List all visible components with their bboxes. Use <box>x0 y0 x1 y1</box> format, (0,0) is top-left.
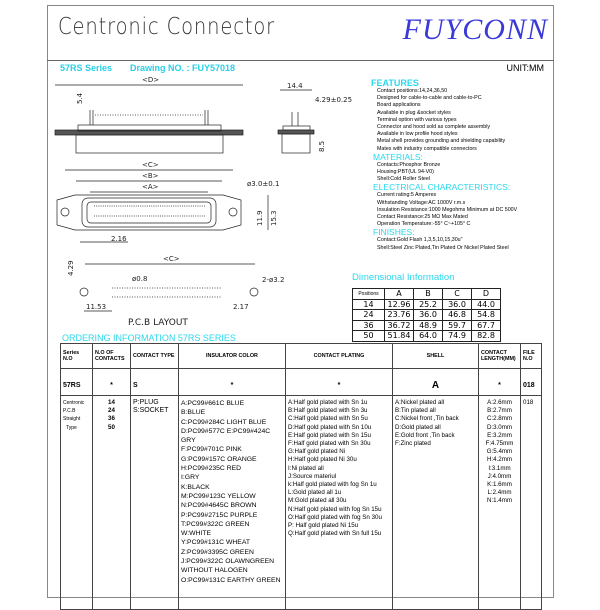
cell: 48.9 <box>414 320 443 331</box>
option-item: F:Half gold plated with Sn 30u <box>288 440 371 448</box>
length-list <box>479 396 521 610</box>
header-plating: CONTACT PLATING <box>286 344 393 369</box>
option-item: I:3.1mm <box>488 464 511 472</box>
cell: 51.84 <box>385 331 414 342</box>
code-plating: * <box>286 369 393 396</box>
code-contacts: * <box>93 369 131 396</box>
dim-4-29-tol: 4.29±0.25 <box>315 96 353 104</box>
dim-a: <A> <box>142 183 159 191</box>
option-item: B:BLUE <box>181 409 206 417</box>
feature-item: Contact positions:14,24,36,50 <box>377 88 448 94</box>
table-row <box>353 299 501 310</box>
mount-hole-left <box>61 208 69 216</box>
option-item: D:Half gold plated with Sn 10u <box>288 423 372 431</box>
cell: 25.2 <box>414 299 443 310</box>
series-label: 57RS Series <box>60 63 113 73</box>
ordering-table <box>60 343 542 610</box>
option-item: J:4.0mm <box>487 472 512 480</box>
header-cell: A <box>385 289 414 300</box>
cell: 46.8 <box>443 310 472 321</box>
dim-11-53: 11.53 <box>86 303 107 311</box>
dim-14-4: 14.4 <box>287 82 303 90</box>
cell: 14 <box>353 299 385 310</box>
option-item: M:Gold plated all 30u <box>288 497 347 505</box>
code-shell: A <box>393 369 479 396</box>
contact-type-list <box>131 396 179 610</box>
option-item: G:5.4mm <box>486 448 513 456</box>
option-item: Q:Half gold plated with Sn full 15u <box>288 530 382 538</box>
header-shell: SHELL <box>393 344 479 369</box>
table-header-row <box>61 344 542 369</box>
dim-11-9: 11.9 <box>256 210 264 226</box>
code-length: * <box>479 369 521 396</box>
cell: 36.0 <box>443 299 472 310</box>
option-item: E:Gold front ,Tin back <box>395 431 455 439</box>
option-item: D:Gold plated all <box>395 423 441 431</box>
drawing-number: Drawing NO. : FUY57018 <box>130 63 236 73</box>
plating-list <box>286 396 393 610</box>
text: Type <box>66 424 77 431</box>
option-item: A:PC99#661C BLUE <box>181 400 245 407</box>
header-insulator: INSULATOR COLOR <box>179 344 286 369</box>
dim-15-3: 15.3 <box>270 210 278 226</box>
cell: 67.7 <box>472 320 501 331</box>
dim-5-4: 5.4 <box>76 92 84 104</box>
cell: 36 <box>353 320 385 331</box>
option-item: L:Gold plated all 1u <box>288 489 342 497</box>
feature-item: Mates with industry compatible connectors <box>377 145 477 152</box>
option-item: O:PC99#131C EARTHY GREEN <box>181 576 281 584</box>
header-cell: C <box>443 289 472 300</box>
feature-item: Connector and hood sold as complete assembly <box>377 124 491 131</box>
option-item: D:PC99#577C E:PC99#424C GRY <box>181 427 271 445</box>
electrical-item: Operation Temperature:-55° C~+105° C <box>377 221 471 228</box>
option-item: L:2.4mm <box>487 489 512 497</box>
dim-d: <D> <box>142 76 160 84</box>
option-item: B:2.7mm <box>487 407 512 415</box>
option-item: T:PC99#322C GREEN <box>181 520 250 528</box>
text: 14 <box>108 399 115 406</box>
table-row <box>353 320 501 331</box>
ordering-title: ORDERING INFORMATION 57RS SERIES <box>62 333 236 343</box>
electrical-item: Contact Resistance:25 MΩ Max Mated <box>377 214 468 221</box>
cell: 54.8 <box>472 310 501 321</box>
pcb-hole-left <box>80 288 88 296</box>
materials-title: MATERIALS: <box>373 151 423 162</box>
feature-item: Board applications <box>377 102 421 109</box>
header-file: FILE N.O <box>521 344 542 369</box>
header-series: Series N.O <box>61 344 93 369</box>
dim-pin-hole: ø0.8 <box>132 275 148 283</box>
feature-item: Available in low profile hood styles <box>377 131 458 138</box>
cell: 44.0 <box>472 299 501 310</box>
option-item: D:3.0mm <box>486 423 513 431</box>
option-item: K:1.6mm <box>487 481 512 489</box>
shell-outline <box>57 195 241 230</box>
text: P:PLUG <box>133 399 159 406</box>
table-row <box>353 331 501 342</box>
cell: 36.0 <box>414 310 443 321</box>
option-item: H:PC99#235C RED <box>181 465 242 473</box>
file-number: 018 <box>521 396 542 610</box>
electrical-item: Withstanding Voltage:AC 1000V r.m.s <box>377 199 466 206</box>
header-contact-type: CONTACT TYPE <box>131 344 179 369</box>
dim-2-16: 2.16 <box>111 235 127 243</box>
pcb-hole-right <box>250 288 258 296</box>
cell: 82.8 <box>472 331 501 342</box>
option-item: M:PC99#123C YELLOW <box>181 492 256 500</box>
option-item: C:2.8mm <box>486 415 513 423</box>
top-body <box>76 135 223 153</box>
option-item: G:Half gold plated Ni <box>288 448 346 456</box>
text: Centronic <box>63 400 85 406</box>
option-item: B:Tin plated all <box>395 407 436 415</box>
pcb-layout-label: P.C.B LAYOUT <box>128 318 188 328</box>
header-length: CONTACT LENGTH(MM) <box>479 344 521 369</box>
cell: 23.76 <box>385 310 414 321</box>
cell: 12.96 <box>385 299 414 310</box>
unit-label: UNIT:MM <box>506 63 544 73</box>
option-item: J:Source materiul <box>288 472 337 480</box>
code-row <box>61 369 542 396</box>
options-row <box>61 396 542 610</box>
option-item: J:PC99#322C OLAWNGREEN WITHOUT HALOGEN <box>181 558 275 575</box>
dimensional-table <box>352 288 501 342</box>
option-item: C:Nickel front ,Tin back <box>395 415 459 423</box>
option-item: F:4.75mm <box>485 440 514 448</box>
brand-logo: FUYCONN <box>402 13 548 46</box>
features-section <box>370 79 517 252</box>
feature-item: Terminal option with various types <box>377 116 457 123</box>
text: 36 <box>108 415 115 423</box>
option-item: E:Half gold plated with Sn 15u <box>288 431 371 439</box>
text: Straight <box>63 416 81 423</box>
option-item: N:PC99#4645C BROWN <box>181 502 257 510</box>
header-cell: Positions <box>353 289 385 300</box>
dim-mount-hole: 2-ø3.2 <box>262 276 285 284</box>
option-item: k:Half gold plated with fog Sn 1u <box>288 481 377 489</box>
feature-item: Metal shell provides grounding and shielding capability <box>377 138 506 145</box>
electrical-item: Insulation Resistance:1000 Megohms Minimum at DC 500V <box>377 206 518 213</box>
cell: 59.7 <box>443 320 472 331</box>
text: 50 <box>108 423 115 431</box>
option-item: Z:PC99#3395C GREEN <box>181 548 254 556</box>
dim-c: <C> <box>142 161 159 169</box>
cell: 64.0 <box>414 331 443 342</box>
electrical-item: Current rating:5 Amperes <box>377 192 437 199</box>
option-item: P:PC99#2715C PURPLE <box>181 511 258 519</box>
dim-hole: ø3.0±0.1 <box>247 180 280 188</box>
document-title: Centronic Connector <box>58 14 276 40</box>
electrical-title: ELECTRICAL CHARACTERISTICS: <box>373 182 511 193</box>
material-item: Contacts:Phosphor Bronze <box>377 161 441 168</box>
feature-item: Available in plug &socket styles <box>377 109 451 116</box>
option-item: N:1.4mm <box>486 497 513 505</box>
material-item: Housing:PBT(UL 94-V0) <box>377 169 434 176</box>
option-item: K:BLACK <box>181 483 210 491</box>
option-item: A:2.6mm <box>487 399 512 406</box>
finish-item: Contact:Gold Flash 1,3,5,10,15,30u" <box>377 237 463 244</box>
option-item: I:GRY <box>181 474 200 482</box>
material-item: Shell:Cold Roller Steel <box>377 176 430 183</box>
pcb-dim-c: <C> <box>163 255 180 263</box>
table-row <box>353 310 501 321</box>
cell: 36.72 <box>385 320 414 331</box>
option-item: W:WHITE <box>181 530 212 538</box>
cell: 50 <box>353 331 385 342</box>
option-item: N:Half gold plated with fog Sn 15u <box>288 505 382 513</box>
code-type: S <box>131 369 179 396</box>
header-contacts: N.O OF CONTACTS <box>93 344 131 369</box>
text: 24 <box>108 407 115 415</box>
option-item: G:PC99#157C ORANGE <box>181 455 257 463</box>
mount-hole-right <box>229 208 237 216</box>
cell: 74.9 <box>443 331 472 342</box>
dim-2-17: 2.17 <box>233 303 249 311</box>
insulator-list <box>179 396 286 610</box>
finish-item: Shell:Steel Zinc Plated,Tin Plated Or Nickel Plated Steel <box>377 244 509 251</box>
dim-4-29: 4.29 <box>67 260 75 276</box>
option-item: H:4.2mm <box>486 456 513 464</box>
option-item: F:Zinc plated <box>395 440 431 448</box>
features-title: FEATURES <box>371 78 419 88</box>
dim-b: <B> <box>142 172 159 180</box>
option-item: B:Half gold plated with Sn 3u <box>288 407 368 415</box>
feature-item: Designed for cable-to-cable and cable-to-PC <box>377 95 482 102</box>
shell-list <box>393 396 479 610</box>
option-item: C:PC99#284C LIGHT BLUE <box>181 418 267 426</box>
option-item: C:Half gold plated with Sn 5u <box>288 415 368 423</box>
option-item: Y:PC99#131C WHEAT <box>181 539 251 547</box>
series-desc <box>61 396 93 610</box>
code-series: 57RS <box>61 369 93 396</box>
header-cell: D <box>472 289 501 300</box>
dim-8-5: 8.5 <box>318 140 326 152</box>
text: S:SOCKET <box>133 407 169 415</box>
option-item: O:Half gold plated with fog Sn 30u <box>288 513 382 521</box>
option-item: A:Half gold plated with Sn 1u <box>288 399 368 406</box>
option-item: F:PC99#701C PINK <box>181 446 242 454</box>
cell: 24 <box>353 310 385 321</box>
header-cell: B <box>414 289 443 300</box>
option-item: A:Nickel plated all <box>395 399 445 406</box>
finishes-title: FINISHES: <box>373 227 415 238</box>
text: P.C.B <box>63 408 76 415</box>
option-item: P: Half gold plated Ni 15u <box>288 522 359 530</box>
dimensional-title: Dimensional Information <box>352 272 455 283</box>
code-file: 018 <box>521 369 542 396</box>
contacts-list <box>93 396 131 610</box>
option-item: H:Half gold plated Ni 30u <box>288 456 357 464</box>
table-header-row <box>353 289 501 300</box>
option-item: E:3.2mm <box>487 431 512 439</box>
option-item: I:Ni plated all <box>288 464 324 472</box>
code-insulator: * <box>179 369 286 396</box>
